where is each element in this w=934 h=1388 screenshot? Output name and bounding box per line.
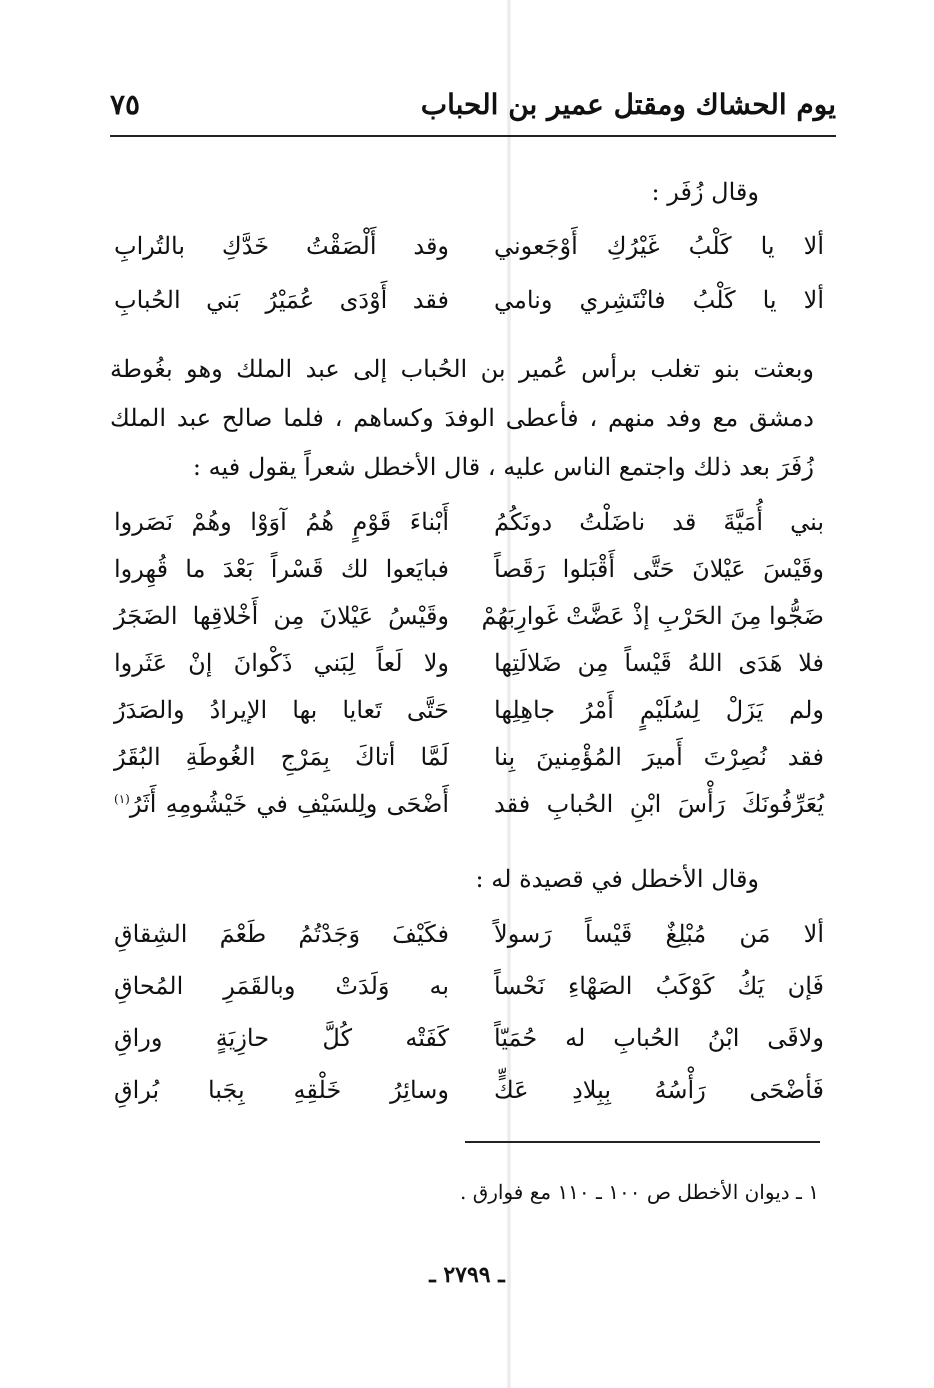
first-hemistich: فَأضْحَى رَأْسُهُ بِبِلادِ عَكٍّ bbox=[494, 1076, 824, 1104]
page-number: ٧٥ bbox=[110, 88, 141, 121]
second-hemistich: كَفَتْه كُلَّ حازِيَةٍ وراقِ bbox=[114, 1024, 449, 1052]
first-hemistich: ألا مَن مُبْلِغٌ قَيْساً رَسولاً bbox=[494, 920, 824, 948]
first-hemistich: وقَيْسَ عَيْلانَ حَتَّى أَقْبَلوا رَقَصاً bbox=[494, 555, 824, 583]
footnote-marker: (١) bbox=[114, 792, 130, 806]
footnote-rule bbox=[465, 1141, 820, 1143]
second-hemistich: لَمَّا أتاكَ بِمَرْجِ الغُوطَةِ البُقَرُ bbox=[114, 743, 449, 771]
verse-line bbox=[0, 602, 934, 642]
verse-line bbox=[0, 696, 934, 736]
verse-line bbox=[0, 1076, 934, 1116]
second-hemistich: وقَيْسُ عَيْلانَ مِن أَخْلاقِها الضَجَرُ bbox=[114, 602, 449, 630]
first-hemistich: ألا يا كَلْبُ غَيْرُكِ أَوْجَعوني bbox=[494, 232, 824, 260]
second-hemistich: فبايَعوا لك قَسْراً بَعْدَ ما قُهِروا bbox=[114, 555, 449, 583]
verse-line bbox=[0, 920, 934, 960]
first-hemistich: فلا هَدَى اللهُ قَيْساً مِن ضَلالَتِها bbox=[494, 649, 824, 677]
running-header bbox=[110, 88, 836, 134]
first-hemistich: ألا يا كَلْبُ فانْتَشِري ونامي bbox=[494, 286, 824, 314]
verse-line bbox=[0, 286, 934, 326]
second-hemistich: أَبْناءَ قَوْمٍ هُمُ آوَوْا وهُمْ نَصَروا bbox=[114, 508, 449, 536]
first-hemistich: بني أُمَيَّةَ قد ناضَلْتُ دونَكُمُ bbox=[494, 508, 824, 536]
verse-line bbox=[0, 1024, 934, 1064]
verse-line bbox=[0, 555, 934, 595]
intro-zufar: وقال زُفَر : bbox=[651, 178, 759, 206]
chapter-title: يوم الحشاك ومقتل عمير بن الحباب bbox=[420, 88, 836, 121]
first-hemistich: فقد نُصِرْتَ أَميرَ المُؤْمِنينَ بِنا bbox=[494, 743, 824, 771]
verse-line bbox=[0, 508, 934, 548]
second-hemistich: وسائِرُ خَلْقِهِ بِجَبا بُراقِ bbox=[114, 1076, 449, 1104]
second-hemistich: فكَيْفَ وَجَدْتُمُ طَعْمَ الشِقاقِ bbox=[114, 920, 449, 948]
intro-akhtal: وقال الأخطل في قصيدة له : bbox=[475, 865, 759, 893]
second-hemistich: حَتَّى تَعايا بها الإيرادُ والصَدَرُ bbox=[114, 696, 449, 724]
footnote: ١ ـ ديوان الأخطل ص ١٠٠ ـ ١١٠ مع فوارق . bbox=[460, 1180, 819, 1204]
verse-line bbox=[0, 790, 934, 830]
second-hemistich: به وَلَدَتْ وبالقَمَرِ المُحاقِ bbox=[114, 972, 449, 1000]
verse-line bbox=[0, 972, 934, 1012]
header-rule bbox=[110, 135, 836, 137]
first-hemistich: فَإن يَكُ كَوْكَبُ الصَهْاءِ نَحْساً bbox=[494, 972, 824, 1000]
first-hemistich: يُعَرِّفُونَكَ رَأْسَ ابْنِ الحُبابِ فقد bbox=[494, 790, 824, 818]
verse-line bbox=[0, 743, 934, 783]
prose-paragraph: وبعثت بنو تغلب برأس عُمير بن الحُباب إلى عبد الملك وهو بغُوطة دمشق مع وفد منهم ، فأعطى الوفدَ وكساهم ، فلما صالح عبد الملك زُفَرَ بعد ذلك واجتمع الناس عليه ، قال الأخطل شعراً يقول فيه : bbox=[110, 355, 814, 481]
first-hemistich: ولم يَزَلْ لِسُلَيْمٍ أَمْرُ جاهِلِها bbox=[494, 696, 824, 724]
second-hemistich: فقد أَوْدَى عُمَيْرُ بَني الحُبابِ bbox=[114, 286, 449, 314]
first-hemistich: ولاقَى ابْنُ الحُبابِ له حُمَيّاً bbox=[494, 1024, 824, 1052]
second-hemistich: أَضْحَى ولِلسَيْفِ في خَيْشُومِهِ أَثَرُ$^{(١)}$ bbox=[114, 790, 449, 818]
verse-line bbox=[0, 232, 934, 272]
second-hemistich: وقد أَلْصَقْتُ خَدَّكِ بالتُرابِ bbox=[114, 232, 449, 260]
verse-line bbox=[0, 649, 934, 689]
bottom-page-number: ـ ٢٧٩٩ ـ bbox=[429, 1262, 505, 1288]
first-hemistich: ضَجُّوا مِنَ الحَرْبِ إذْ عَضَّتْ غَوارِبَهُمْ bbox=[481, 602, 824, 630]
second-hemistich: ولا لَعاً لِبَني ذَكْوانَ إنْ عَثَروا bbox=[114, 649, 449, 677]
